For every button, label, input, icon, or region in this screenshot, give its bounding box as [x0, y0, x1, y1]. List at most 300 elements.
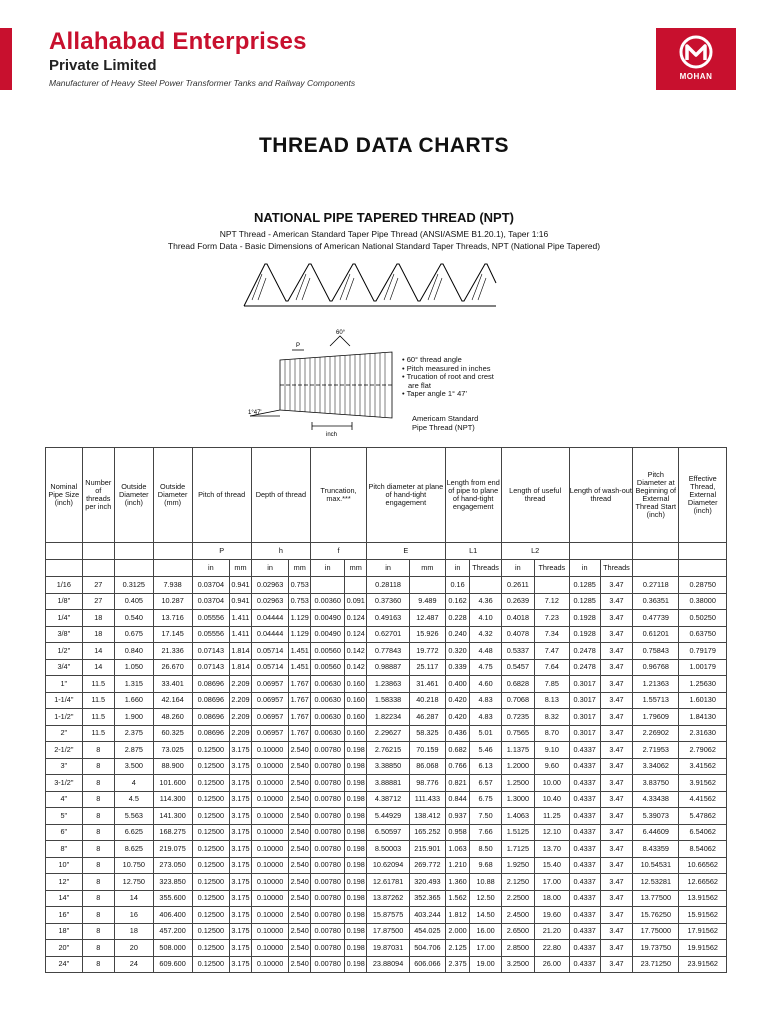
table-cell: 0.958: [445, 824, 470, 841]
table-cell: 0.4337: [569, 791, 600, 808]
table-cell: 4.83: [470, 709, 501, 726]
table-cell: 0.10000: [251, 890, 289, 907]
table-cell: 0.3017: [569, 692, 600, 709]
table-cell: 2.2500: [501, 890, 534, 907]
table-cell: 0.420: [445, 692, 470, 709]
table-cell: 23.91562: [679, 956, 727, 973]
table-cell: 0.142: [345, 643, 367, 660]
table-cell: 18: [82, 610, 114, 627]
page-title: THREAD DATA CHARTS: [258, 134, 510, 157]
table-cell: 1.9250: [501, 857, 534, 874]
table-cell: 6.75: [470, 791, 501, 808]
table-cell: 6.57: [470, 775, 501, 792]
table-cell: 0.160: [345, 692, 367, 709]
table-cell: 2.540: [289, 956, 311, 973]
table-cell: 2.540: [289, 775, 311, 792]
table-cell: 12": [46, 874, 83, 891]
table-row: [46, 692, 727, 709]
table-cell: 0.4337: [569, 742, 600, 759]
symbol-cell: E: [367, 543, 446, 560]
table-cell: 8: [82, 940, 114, 957]
table-cell: 2.8500: [501, 940, 534, 957]
table-cell: 1.063: [445, 841, 470, 858]
unit-cell: in: [569, 560, 600, 577]
table-cell: 0.27118: [633, 577, 679, 594]
table-cell: 8": [46, 841, 83, 858]
table-cell: 0.38000: [679, 593, 727, 610]
table-cell: 0.12500: [192, 940, 230, 957]
table-cell: 7.66: [470, 824, 501, 841]
table-cell: 0.00780: [311, 791, 345, 808]
table-cell: 1.562: [445, 890, 470, 907]
table-row: [46, 874, 727, 891]
table-cell: 0.540: [114, 610, 153, 627]
table-cell: 3.47: [600, 593, 632, 610]
table-cell: 0.10000: [251, 841, 289, 858]
table-cell: 0.10000: [251, 857, 289, 874]
table-cell: 1.79609: [633, 709, 679, 726]
table-cell: 0.4018: [501, 610, 534, 627]
table-cell: 3.175: [230, 956, 252, 973]
table-cell: 0.3017: [569, 676, 600, 693]
table-cell: 14": [46, 890, 83, 907]
table-cell: 21.20: [535, 923, 569, 940]
table-cell: 3.47: [600, 676, 632, 693]
table-cell: 3.175: [230, 857, 252, 874]
col-header: Depth of thread: [251, 448, 310, 543]
table-cell: 33.401: [153, 676, 192, 693]
table-cell: 3.175: [230, 923, 252, 940]
unit-cell: [679, 560, 727, 577]
unit-cell: [46, 560, 83, 577]
table-cell: 0.7235: [501, 709, 534, 726]
unit-cell: [153, 560, 192, 577]
table-cell: 5.01: [470, 725, 501, 742]
table-cell: 2.6500: [501, 923, 534, 940]
table-cell: 15.40: [535, 857, 569, 874]
table-cell: 27: [82, 593, 114, 610]
table-cell: 18.00: [535, 890, 569, 907]
table-cell: 0.00630: [311, 725, 345, 742]
table-cell: 3.47: [600, 692, 632, 709]
table-cell: 0.12500: [192, 758, 230, 775]
symbol-cell: [114, 543, 153, 560]
symbol-cell: [679, 543, 727, 560]
table-cell: 0.124: [345, 610, 367, 627]
table-cell: 0.50250: [679, 610, 727, 627]
table-cell: 6.54062: [679, 824, 727, 841]
table-cell: 0.10000: [251, 907, 289, 924]
table-row: [46, 709, 727, 726]
description-line-1: NPT Thread - American Standard Taper Pipe Thread (ANSI/ASME B1.20.1), Taper 1:16: [219, 229, 549, 239]
table-cell: 454.025: [410, 923, 446, 940]
table-row: [46, 758, 727, 775]
table-cell: 0.198: [345, 758, 367, 775]
table-row: [46, 626, 727, 643]
table-cell: 0.12500: [192, 824, 230, 841]
table-cell: 2.540: [289, 907, 311, 924]
table-cell: 2.540: [289, 742, 311, 759]
table-cell: 88.900: [153, 758, 192, 775]
table-cell: 1.58338: [367, 692, 410, 709]
unit-cell: in: [251, 560, 289, 577]
table-cell: 2.209: [230, 725, 252, 742]
table-cell: 4: [114, 775, 153, 792]
table-cell: 3.175: [230, 742, 252, 759]
unit-cell: in: [311, 560, 345, 577]
table-cell: 0.682: [445, 742, 470, 759]
table-cell: 20": [46, 940, 83, 957]
table-cell: 15.91562: [679, 907, 727, 924]
table-cell: 7.938: [153, 577, 192, 594]
table-cell: 0.4337: [569, 758, 600, 775]
table-cell: 26.00: [535, 956, 569, 973]
table-cell: 9.60: [535, 758, 569, 775]
table-cell: 0.75843: [633, 643, 679, 660]
table-cell: 0.03704: [192, 577, 230, 594]
table-cell: 0.5457: [501, 659, 534, 676]
table-cell: 1.767: [289, 692, 311, 709]
table-cell: 4.32: [470, 626, 501, 643]
table-cell: 0.12500: [192, 956, 230, 973]
table-cell: 0.198: [345, 923, 367, 940]
table-cell: 0.00780: [311, 857, 345, 874]
table-cell: 0.7068: [501, 692, 534, 709]
symbol-cell: [569, 543, 633, 560]
table-cell: 0.420: [445, 709, 470, 726]
table-cell: 215.901: [410, 841, 446, 858]
table-cell: 3.175: [230, 907, 252, 924]
table-cell: 2.540: [289, 824, 311, 841]
table-cell: 0.10000: [251, 956, 289, 973]
table-cell: 8: [82, 808, 114, 825]
table-cell: 0.142: [345, 659, 367, 676]
table-cell: 8: [82, 758, 114, 775]
col-header: Length of useful thread: [501, 448, 569, 543]
table-cell: 26.670: [153, 659, 192, 676]
table-cell: 1.767: [289, 676, 311, 693]
table-cell: 3.47: [600, 956, 632, 973]
table-cell: [470, 577, 501, 594]
col-header: Pitch diameter at plane of hand-tight engagement: [367, 448, 446, 543]
table-cell: 355.600: [153, 890, 192, 907]
table-cell: 24: [114, 956, 153, 973]
table-cell: 3.38850: [367, 758, 410, 775]
table-cell: 8.70: [535, 725, 569, 742]
table-cell: 1.451: [289, 643, 311, 660]
table-cell: 12.750: [114, 874, 153, 891]
table-cell: 31.461: [410, 676, 446, 693]
table-cell: 73.025: [153, 742, 192, 759]
table-row: [46, 775, 727, 792]
table-cell: 2.540: [289, 940, 311, 957]
table-cell: 0.198: [345, 890, 367, 907]
table-cell: 14: [82, 659, 114, 676]
table-cell: 0.4078: [501, 626, 534, 643]
section-title: NATIONAL PIPE TAPERED THREAD (NPT): [253, 210, 514, 225]
table-cell: 457.200: [153, 923, 192, 940]
symbol-row: [46, 543, 727, 560]
table-cell: 0.06957: [251, 676, 289, 693]
table-cell: 0.00630: [311, 709, 345, 726]
table-cell: 0.405: [114, 593, 153, 610]
table-cell: 0.753: [289, 593, 311, 610]
table-cell: 0.10000: [251, 808, 289, 825]
table-cell: 0.675: [114, 626, 153, 643]
note-item: • 60° thread angle: [402, 355, 462, 364]
table-cell: 1/16: [46, 577, 83, 594]
table-cell: 0.4337: [569, 824, 600, 841]
symbol-cell: [82, 543, 114, 560]
table-cell: 0.12500: [192, 890, 230, 907]
table-cell: 20: [114, 940, 153, 957]
table-cell: 0.1928: [569, 626, 600, 643]
table-cell: 3.175: [230, 890, 252, 907]
table-row: [46, 791, 727, 808]
table-cell: 10.287: [153, 593, 192, 610]
letterhead: [0, 0, 768, 100]
table-cell: 0.160: [345, 725, 367, 742]
table-cell: 138.412: [410, 808, 446, 825]
table-row: [46, 610, 727, 627]
table-cell: 0.10000: [251, 874, 289, 891]
table-cell: 0.941: [230, 577, 252, 594]
table-cell: 1.411: [230, 610, 252, 627]
table-cell: 406.400: [153, 907, 192, 924]
table-cell: 2.209: [230, 692, 252, 709]
table-cell: 4.75: [470, 659, 501, 676]
table-cell: 0.00780: [311, 874, 345, 891]
table-cell: 15.926: [410, 626, 446, 643]
table-cell: 4.48: [470, 643, 501, 660]
table-cell: 0.2478: [569, 643, 600, 660]
table-body: [46, 577, 727, 973]
table-cell: 0.3017: [569, 709, 600, 726]
table-cell: 16.00: [470, 923, 501, 940]
table-cell: 5.563: [114, 808, 153, 825]
table-cell: 0.2639: [501, 593, 534, 610]
unit-cell: [82, 560, 114, 577]
table-cell: 3-1/2": [46, 775, 83, 792]
table-cell: 11.5: [82, 725, 114, 742]
table-cell: 3.47: [600, 709, 632, 726]
table-cell: 2.540: [289, 808, 311, 825]
table-cell: 2.375: [445, 956, 470, 973]
table-cell: 2.209: [230, 676, 252, 693]
table-cell: 3.47: [600, 626, 632, 643]
table-cell: 1.767: [289, 725, 311, 742]
table-cell: 3.47: [600, 791, 632, 808]
table-cell: 0.198: [345, 956, 367, 973]
table-cell: 1.2000: [501, 758, 534, 775]
table-cell: 3.88881: [367, 775, 410, 792]
table-cell: 168.275: [153, 824, 192, 841]
table-cell: 1.814: [230, 659, 252, 676]
symbol-cell: f: [311, 543, 367, 560]
table-cell: 0.10000: [251, 775, 289, 792]
unit-cell: in: [445, 560, 470, 577]
inch-label: inch: [326, 432, 338, 438]
table-cell: 18: [82, 626, 114, 643]
table-cell: 0.198: [345, 857, 367, 874]
table-cell: 0.240: [445, 626, 470, 643]
unit-cell: [114, 560, 153, 577]
table-cell: 0.12500: [192, 775, 230, 792]
table-cell: 2.540: [289, 857, 311, 874]
table-cell: 3.175: [230, 874, 252, 891]
table-cell: 0.12500: [192, 841, 230, 858]
table-cell: 2.71953: [633, 742, 679, 759]
table-cell: 0.091: [345, 593, 367, 610]
table-cell: 4.41562: [679, 791, 727, 808]
table-cell: 5.47862: [679, 808, 727, 825]
table-cell: 14: [82, 643, 114, 660]
table-cell: 3.47: [600, 824, 632, 841]
table-cell: 0.198: [345, 824, 367, 841]
table-cell: 0.6828: [501, 676, 534, 693]
unit-cell: in: [501, 560, 534, 577]
table-cell: 13.70: [535, 841, 569, 858]
unit-cell: in: [192, 560, 230, 577]
table-cell: 1/4": [46, 610, 83, 627]
table-cell: 1.129: [289, 626, 311, 643]
unit-cell: mm: [345, 560, 367, 577]
table-cell: 0.2478: [569, 659, 600, 676]
table-cell: 5.39073: [633, 808, 679, 825]
table-cell: 8: [82, 775, 114, 792]
table-cell: 0.96768: [633, 659, 679, 676]
table-cell: 1.00179: [679, 659, 727, 676]
table-cell: 0.400: [445, 676, 470, 693]
table-cell: 3/4": [46, 659, 83, 676]
symbol-cell: [46, 543, 83, 560]
table-cell: 58.325: [410, 725, 446, 742]
table-cell: 1.129: [289, 610, 311, 627]
table-cell: 10.62094: [367, 857, 410, 874]
table-cell: 2.1250: [501, 874, 534, 891]
table-cell: 86.068: [410, 758, 446, 775]
table-cell: 0.08696: [192, 709, 230, 726]
table-cell: 3.47: [600, 643, 632, 660]
table-cell: 8: [82, 890, 114, 907]
table-row: [46, 593, 727, 610]
table-cell: 13.716: [153, 610, 192, 627]
table-cell: 3.91562: [679, 775, 727, 792]
table-cell: 3.47: [600, 725, 632, 742]
table-cell: 10.00: [535, 775, 569, 792]
table-cell: 0.00630: [311, 692, 345, 709]
table-cell: 5": [46, 808, 83, 825]
table-cell: 7.50: [470, 808, 501, 825]
table-cell: 0.4337: [569, 907, 600, 924]
table-cell: 0.04444: [251, 626, 289, 643]
unit-cell: Threads: [470, 560, 501, 577]
table-cell: 1.82234: [367, 709, 410, 726]
table-cell: 0.16: [445, 577, 470, 594]
table-cell: 508.000: [153, 940, 192, 957]
table-cell: 0.198: [345, 940, 367, 957]
company-tagline: Manufacturer of Heavy Steel Power Transformer Tanks and Railway Components: [49, 78, 356, 88]
table-cell: 14.50: [470, 907, 501, 924]
table-cell: 17.145: [153, 626, 192, 643]
table-cell: 8.625: [114, 841, 153, 858]
table-cell: 0.4337: [569, 857, 600, 874]
table-row: [46, 841, 727, 858]
table-row: [46, 659, 727, 676]
table-cell: 0.436: [445, 725, 470, 742]
table-cell: 0.49163: [367, 610, 410, 627]
table-cell: 0.00780: [311, 907, 345, 924]
table-cell: 0.05714: [251, 659, 289, 676]
table-cell: 0.37360: [367, 593, 410, 610]
table-cell: 2.540: [289, 841, 311, 858]
col-header: Length from end of pipe to plane of hand-tight engagement: [445, 448, 501, 543]
table-cell: 352.365: [410, 890, 446, 907]
table-cell: 2.209: [230, 709, 252, 726]
col-header: Outside Diameter (mm): [153, 448, 192, 543]
table-cell: 0.10000: [251, 791, 289, 808]
table-cell: 3.47: [600, 742, 632, 759]
table-cell: 5.44929: [367, 808, 410, 825]
table-cell: 0.05556: [192, 626, 230, 643]
table-cell: 0.840: [114, 643, 153, 660]
table-cell: 0.12500: [192, 857, 230, 874]
table-cell: 0.03704: [192, 593, 230, 610]
table-cell: 8: [82, 857, 114, 874]
table-cell: 9.489: [410, 593, 446, 610]
table-cell: 0.198: [345, 907, 367, 924]
col-header: Number of threads per inch: [82, 448, 114, 543]
table-cell: 0.00780: [311, 841, 345, 858]
table-cell: 7.12: [535, 593, 569, 610]
table-cell: 2.540: [289, 923, 311, 940]
table-cell: 0.63750: [679, 626, 727, 643]
table-row: [46, 923, 727, 940]
table-cell: 21.336: [153, 643, 192, 660]
table-cell: 0.12500: [192, 742, 230, 759]
table-cell: 5.46: [470, 742, 501, 759]
table-cell: 2.000: [445, 923, 470, 940]
symbol-cell: L1: [445, 543, 501, 560]
table-cell: 2.4500: [501, 907, 534, 924]
table-cell: 1.767: [289, 709, 311, 726]
table-cell: 0.4337: [569, 923, 600, 940]
description-line-2: Thread Form Data - Basic Dimensions of American National Standard Taper Threads, NPT (National Pipe Tapered): [167, 241, 601, 251]
pitch-label: P: [296, 343, 301, 349]
table-cell: 40.218: [410, 692, 446, 709]
table-cell: 4.60: [470, 676, 501, 693]
taper-label: 1°47': [248, 410, 262, 416]
table-cell: 1.814: [230, 643, 252, 660]
table-cell: 0.228: [445, 610, 470, 627]
table-cell: 8.50: [470, 841, 501, 858]
table-cell: 1.210: [445, 857, 470, 874]
table-cell: 0.00780: [311, 824, 345, 841]
table-cell: 13.77500: [633, 890, 679, 907]
table-cell: 1.900: [114, 709, 153, 726]
table-cell: 19.87031: [367, 940, 410, 957]
table-cell: 0.198: [345, 775, 367, 792]
table-cell: 0.124: [345, 626, 367, 643]
note-item: • Trucation of root and crest: [402, 372, 494, 381]
table-cell: 7.64: [535, 659, 569, 676]
table-cell: 0.12500: [192, 874, 230, 891]
table-cell: 3.175: [230, 758, 252, 775]
table-cell: 10.40: [535, 791, 569, 808]
table-cell: 0.00780: [311, 758, 345, 775]
table-cell: 0.00560: [311, 659, 345, 676]
table-cell: 9.10: [535, 742, 569, 759]
